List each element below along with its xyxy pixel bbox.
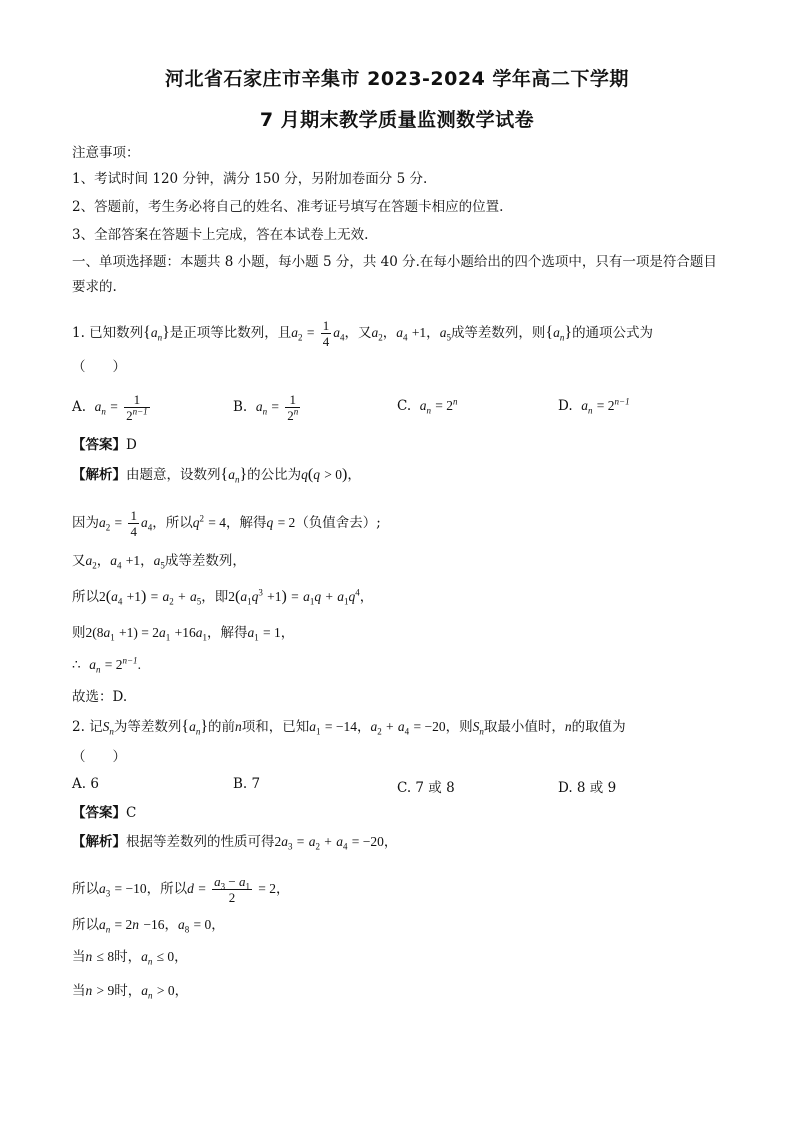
q1-analysis-text-2b: ，所以 [152, 515, 193, 531]
q1-answer [72, 436, 137, 454]
q1-analysis-5: 则$2(8a_1 +1) = 2a_1 +16a_1$，解得$a_1 = 1$， [72, 625, 295, 643]
q2-text-7: 的取值为 [571, 719, 626, 735]
q1-analysis-text-2d: （负值舍去）; [295, 515, 381, 531]
q1-analysis-1: 【解析】由题意，设数列$\{a_n\}$的公比为q(q > 0)， [72, 466, 361, 485]
q2-paren: （ ） [72, 749, 126, 765]
q1-answer-tag: 【答案】 [72, 437, 126, 453]
q2-analysis-tag: 【解析】 [72, 834, 126, 850]
note-2: 2、答题前，考生务必将自己的姓名、准考证号填写在答题卡相应的位置. [72, 199, 504, 215]
q1-analysis-4: 所以$2(a_4 +1) = a_2 + a_5$，即$2(a_1q^3 +1) = a_1q + a_1q^4$， [72, 587, 374, 607]
q2-analysis-text-2b: ，所以 [146, 881, 188, 897]
q2-analysis-text-1: 根据等差数列的性质可得 [126, 834, 275, 850]
q1-analysis-tag: 【解析】 [72, 467, 126, 483]
q1-stem: 1. 已知数列$\{a_n\}$是正项等比数列，且$a_2$ = $\frac{1}{4}$ $a_4$，又$a_2$，$a_4 +1$，$a_5$成等差数列，则$\{a_n\}$的通项公式为 [72, 318, 654, 349]
q1-answer-value: D [126, 437, 137, 453]
q2-analysis-text-4: 当 [72, 949, 86, 965]
q2-analysis-4: 当n ≤ 8时，$a_n \le 0$， [72, 949, 188, 967]
q2-text-6: 取最小值时， [483, 719, 565, 735]
q2-text-3: 的前 [208, 719, 236, 735]
q1-analysis-text-4b: ，即 [201, 589, 229, 605]
q2-option-c: C. 7 或 8 [397, 780, 455, 796]
q2-text-4: 项和，已知 [241, 719, 310, 735]
q2-text-1: 2. 记 [72, 719, 103, 735]
q1-analysis-text-3: 又 [72, 553, 86, 569]
q1-analysis-text-5: 则 [72, 625, 86, 641]
q1-text-1: 1. 已知数列 [72, 325, 144, 341]
q2-analysis-2: 所以$a_3 = -10$，所以d = $\frac{a_3 - a_1}{2}$ = 2， [72, 874, 290, 905]
q1-option-b-label: B. [233, 399, 248, 415]
q1-option-c: C. $a_n = 2^n$ [397, 396, 458, 416]
therefore-symbol: ∴ [72, 657, 81, 673]
q2-text-2: 为等差数列 [113, 719, 182, 735]
section-1-instructions: 一、单项选择题：本题共 8 小题，每小题 5 分，共 40 分.在每小题给出的四个选项中，只有一项是符合题目要求的. [72, 254, 717, 295]
q2-answer [72, 804, 136, 822]
q1-choose: 故选：D. [72, 689, 128, 705]
q1-option-a: A. $a_n$ = $\frac{1}{2^{n-1}}$ [72, 392, 148, 423]
q1-option-a-label: A. [72, 399, 87, 415]
q2-analysis-3: 所以$a_n = 2n -16$，$a_8 = 0$， [72, 917, 225, 935]
q2-answer-tag: 【答案】 [72, 805, 126, 821]
q1-text-3: ，又 [344, 325, 372, 341]
q1-fraction: $\frac{1}{4}$ [322, 318, 330, 349]
q2-answer-value: C [126, 805, 137, 821]
q2-option-d: D. 8 或 9 [558, 780, 617, 796]
q2-analysis-text-2: 所以 [72, 881, 99, 897]
q1-analysis-text-1: 由题意，设数列 [126, 467, 221, 483]
title-line-1: 河北省石家庄市辛集市 2023-2024 学年高二下学期 [165, 68, 629, 90]
q1-paren: （ ） [72, 359, 126, 375]
q1-text-5: 的通项公式为 [572, 325, 654, 341]
q1-analysis-2: 因为$a_2$ = $\frac{1}{4}$ $a_4$，所以$q^2 = 4$，解得q = 2（负值舍去）; [72, 508, 381, 539]
title-line-2: 7 月期末教学质量监测数学试卷 [259, 109, 535, 131]
q1-analysis-text-2c: ，解得 [226, 515, 267, 531]
q2-analysis-5: 当n > 9时，$a_n > 0$， [72, 983, 189, 1001]
q1-analysis-text-1b: 的公比为 [247, 467, 302, 483]
q2-text-5: ，则 [445, 719, 473, 735]
q1-analysis-text-4: 所以 [72, 589, 99, 605]
q2-analysis-text-3: 所以 [72, 917, 99, 933]
q2-option-a: A. 6 [72, 776, 99, 792]
q1-analysis-text-3b: 成等差数列， [164, 553, 246, 569]
q2-analysis-1: 【解析】根据等差数列的性质可得$2a_3 = a_2 + a_4 = -20$， [72, 834, 398, 852]
q1-analysis-6: ∴ $a_n = 2^{n-1}$. [72, 655, 141, 675]
q1-option-d: D. $a_n = 2^{n-1}$ [558, 396, 630, 416]
q1-text-2: 是正项等比数列，且 [169, 325, 292, 341]
q2-analysis-text-4b: 时， [114, 949, 142, 965]
q2-stem: 2. 记$S_n$为等差数列$\{a_n\}$的前n项和，已知$a_1 = -14$，$a_2 + a_4 = -20$，则$S_n$取最小值时，n的取值为 [72, 718, 626, 737]
q1-option-d-label: D. [558, 398, 573, 414]
q1-option-b: B. $a_n$ = $\frac{1}{2^n}$ [233, 392, 299, 423]
q2-analysis-text-5: 当 [72, 983, 86, 999]
q1-analysis-text-5b: ，解得 [206, 625, 248, 641]
q1-option-c-label: C. [397, 398, 412, 414]
q2-option-b: B. 7 [233, 776, 261, 792]
q1-text-4: 成等差数列，则 [450, 325, 546, 341]
note-1: 1、考试时间 120 分钟，满分 150 分，另附加卷面分 5 分. [72, 171, 428, 187]
notes-heading: 注意事项： [72, 145, 140, 161]
q1-analysis-text-2: 因为 [72, 515, 99, 531]
q2-analysis-text-5b: 时， [114, 983, 142, 999]
q1-analysis-3: 又$a_2$，$a_4 +1$，$a_5$成等差数列， [72, 553, 246, 571]
note-3: 3、全部答案在答题卡上完成，答在本试卷上无效. [72, 227, 369, 243]
